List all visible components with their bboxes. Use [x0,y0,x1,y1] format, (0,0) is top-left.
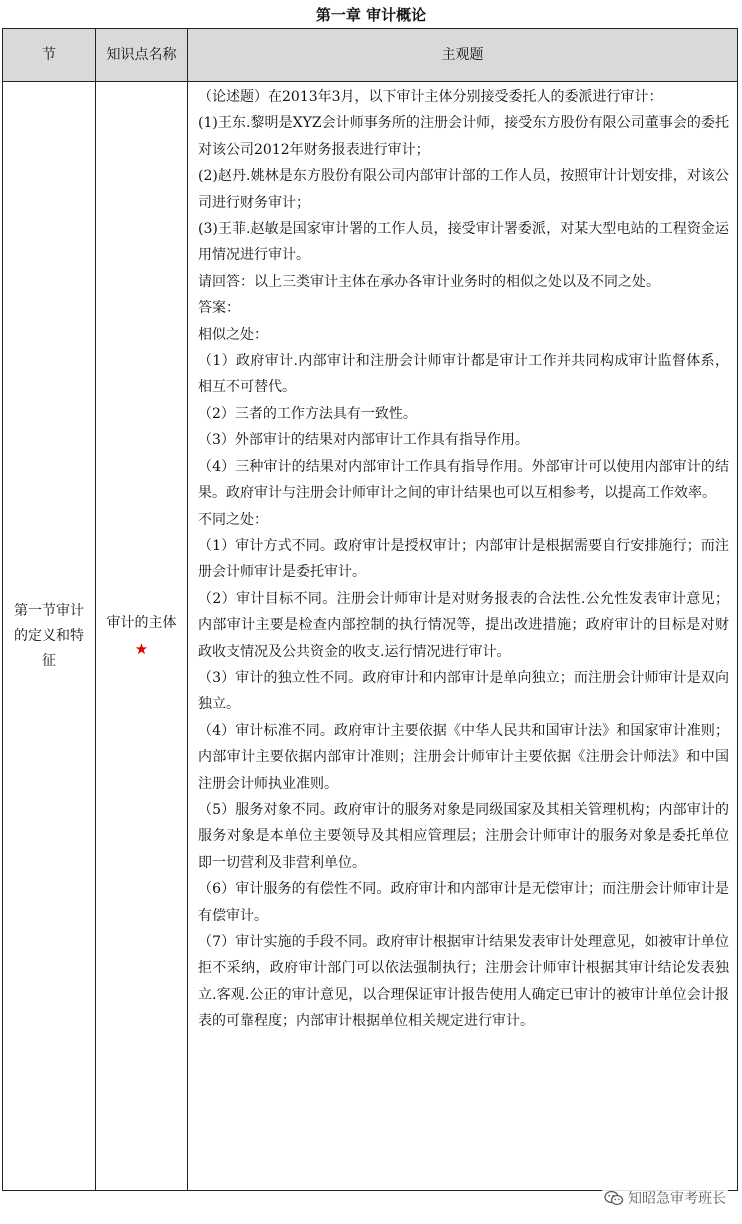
knowledge-point-name: 审计的主体 [106,614,177,631]
header-subjective-question: 主观题 [188,29,738,82]
answer-label: 答案： [198,300,240,317]
answer-item: （6）审计服务的有偿性不同。政府审计和内部审计是无偿审计；而注册会计师审计是有偿审计。 [198,881,729,924]
knowledge-point-cell [96,82,188,1191]
answer-item: （2）审计目标不同。注册会计师审计是对财务报表的合法性.公允性发表审计意见；内部审计主要是检查内部控制的执行情况等，提出改进措施；政府审计的目标是对财政收支情况及公共资金的收支.运行情况进行审计。 [198,590,729,660]
wechat-icon [604,1190,624,1207]
answer-item: （2）三者的工作方法具有一致性。 [198,405,417,422]
answer-item: （3）审计的独立性不同。政府审计和内部审计是单向独立；而注册会计师审计是双向独立。 [198,669,729,713]
similarities-heading: 相似之处： [198,326,268,343]
question-paragraph: （论述题）在2013年3月，以下审计主体分别接受委托人的委派进行审计： [198,89,663,105]
section-cell [3,82,96,1191]
answer-item: （1）政府审计.内部审计和注册会计师审计都是审计工作并共同构成审计监督体系，相互不可替代。 [198,353,729,396]
question-paragraph: (2)赵丹.姚林是东方股份有限公司内部审计部的工作人员，按照审计计划安排，对该公司进行财务审计； [198,168,729,211]
section-name: 第一节审计的定义和特征 [14,602,84,669]
answer-item: （4）三种审计的结果对内部审计工作具有指导作用。外部审计可以使用内部审计的结果。政府审计与注册会计师审计之间的审计结果也可以互相参考，以提高工作效率。 [198,458,729,502]
differences-heading: 不同之处： [198,511,268,528]
answer-item: （1）审计方式不同。政府审计是授权审计；内部审计是根据需要自行安排施行；而注册会计师审计是委托审计。 [198,537,729,581]
watermark-text: 知昭急审考班长 [628,1191,726,1207]
table-header-row [3,29,738,82]
answer-item: （3）外部审计的结果对内部审计工作具有指导作用。 [198,432,529,449]
answer-item: （5）服务对象不同。政府审计的服务对象是同级国家及其相关管理机构；内部审计的服务对象是本单位主要领导及其相应管理层；注册会计师审计的服务对象是委托单位即一切营利及非营利单位。 [198,801,729,871]
question-paragraph: (1)王东.黎明是XYZ会计师事务所的注册会计师，接受东方股份有限公司董事会的委托对该公司2012年财务报表进行审计； [198,115,729,158]
watermark [602,1188,728,1208]
page-title: 第一章 审计概论 [315,6,427,24]
question-answer-cell [188,82,738,1191]
content-table [2,28,738,1191]
table-row [3,82,738,1191]
header-knowledge-point: 知识点名称 [96,29,188,82]
answer-item: （7）审计实施的手段不同。政府审计根据审计结果发表审计处理意见，如被审计单位拒不采纳，政府审计部门可以依法强制执行；注册会计师审计根据其审计结论发表独立.客观.公正的审计意见，以合理保证审计报告使用人确定已审计的被审计单位会计报表的可靠程度；内部审计根据单位相关规定进行审计。 [198,934,729,1030]
header-section: 节 [3,29,96,82]
answer-item: （4）审计标准不同。政府审计主要依据《中华人民共和国审计法》和国家审计准则；内部审计主要依据内部审计准则；注册会计师审计主要依据《注册会计师法》和中国注册会计师执业准则。 [198,722,729,792]
question-prompt: 请回答：以上三类审计主体在承办各审计业务时的相似之处以及不同之处。 [198,273,660,290]
question-paragraph: (3)王菲.赵敏是国家审计署的工作人员，接受审计署委派，对某大型电站的工程资金运用情况进行审计。 [198,221,729,264]
star-icon: ★ [134,639,149,658]
